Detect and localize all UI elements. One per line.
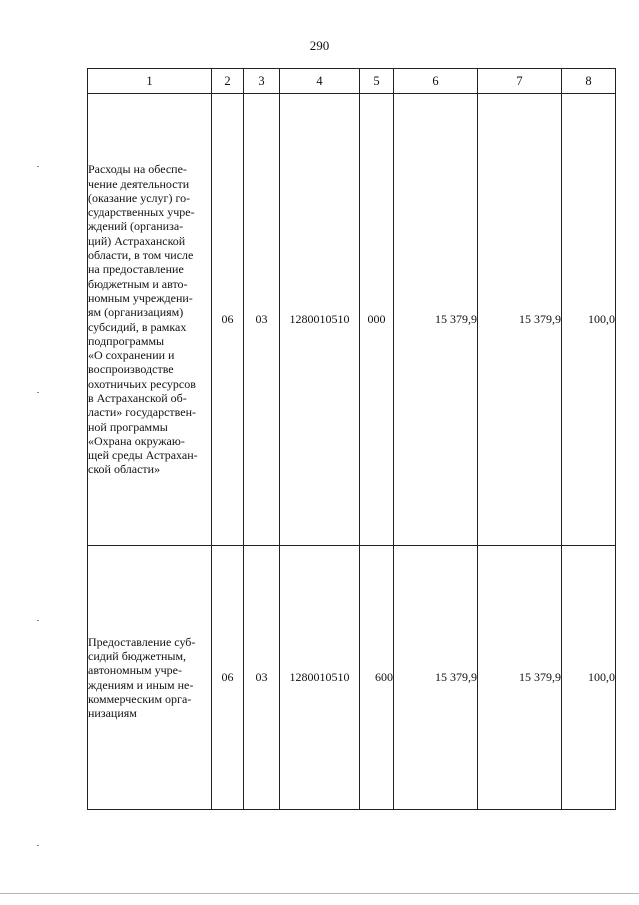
table-row [88, 546, 616, 810]
row-plan: 15 379,9 [394, 94, 478, 546]
row-target-article: 1280010510 [280, 546, 360, 810]
row-target-article: 1280010510 [280, 94, 360, 546]
row-subsection: 03 [244, 94, 280, 546]
row-percent: 100,0 [562, 94, 616, 546]
budget-table [87, 68, 616, 810]
row-percent: 100,0 [562, 546, 616, 810]
table-row [88, 94, 616, 546]
row-subsection: 03 [244, 546, 280, 810]
scan-speck [37, 845, 39, 846]
row-section: 06 [212, 546, 244, 810]
row-expense-type: 000 [360, 94, 394, 546]
row-description: Предоставление суб- сидий бюджетным, автономным учре- ждениям и иным не- коммерческим орга- низациям [88, 546, 212, 810]
scan-speck [37, 392, 39, 393]
bottom-rule [0, 893, 639, 894]
page-number: 290 [309, 38, 330, 53]
header-col-7: 7 [478, 69, 562, 94]
header-col-5: 5 [360, 69, 394, 94]
header-col-1: 1 [88, 69, 212, 94]
row-section: 06 [212, 94, 244, 546]
header-col-8: 8 [562, 69, 616, 94]
row-expense-type: 600 [360, 546, 394, 810]
scan-speck [37, 166, 39, 167]
header-col-3: 3 [244, 69, 280, 94]
row-actual: 15 379,9 [478, 94, 562, 546]
row-description: Расходы на обеспе- чение деятельности (оказание услуг) го- сударственных учре- ждений (организа- ций) Астраханской области, в том числе на предоставление бюджетным и авто- номным учреждени- ям (организациям) субсидий, в рамках подпрограммы «О сохранении и воспроизводстве охотничьих ресурсов в Астраханской об- ласти» государствен- ной программы «Охрана окружаю- щей среды Астрахан- ской области» [88, 94, 212, 546]
row-actual: 15 379,9 [478, 546, 562, 810]
scan-speck [37, 620, 39, 621]
header-col-2: 2 [212, 69, 244, 94]
header-row [88, 69, 616, 94]
header-col-4: 4 [280, 69, 360, 94]
row-plan: 15 379,9 [394, 546, 478, 810]
header-col-6: 6 [394, 69, 478, 94]
